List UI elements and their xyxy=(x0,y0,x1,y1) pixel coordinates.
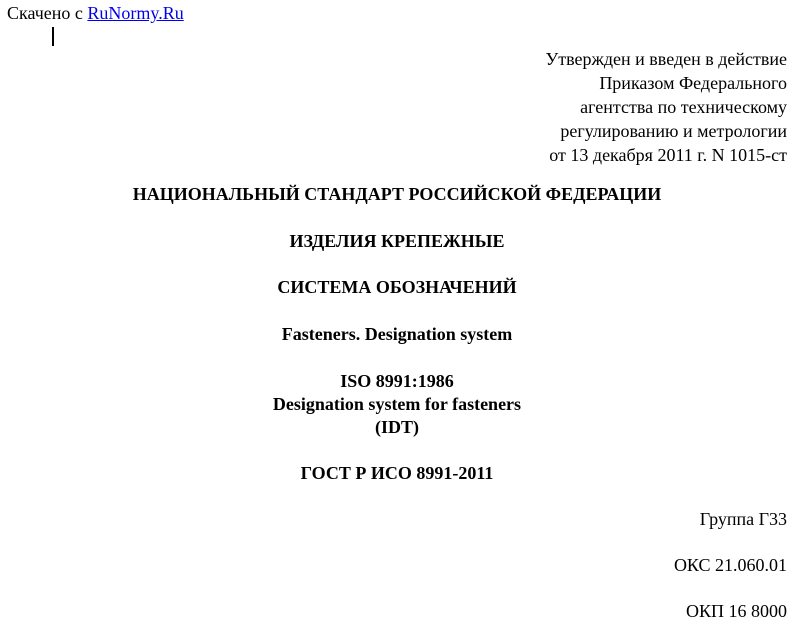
oks-code: ОКС 21.060.01 xyxy=(673,555,787,575)
iso-title: Designation system for fasteners xyxy=(272,394,522,414)
title-en: Fasteners. Designation system xyxy=(281,324,513,344)
runormy-link[interactable]: RuNormy.Ru xyxy=(87,3,184,23)
approval-line: от 13 декабря 2011 г. N 1015-ст xyxy=(549,145,787,165)
gost-number: ГОСТ Р ИСО 8991-2011 xyxy=(300,463,494,483)
approval-block xyxy=(367,47,787,167)
download-source-line xyxy=(7,2,184,24)
title-ru-line-1: ИЗДЕЛИЯ КРЕПЕЖНЫЕ xyxy=(289,231,505,251)
approval-line: Утвержден и введен в действие xyxy=(545,49,787,69)
iso-number: ISO 8991:1986 xyxy=(340,371,454,391)
approval-line: агентства по техническому xyxy=(580,97,787,117)
title-ru-line-2: СИСТЕМА ОБОЗНАЧЕНИЙ xyxy=(277,277,517,297)
text-cursor xyxy=(52,27,54,46)
okp-code: ОКП 16 8000 xyxy=(685,601,787,621)
group-code: Группа Г33 xyxy=(699,509,787,529)
approval-line: регулированию и метрологии xyxy=(560,121,787,141)
standard-heading: НАЦИОНАЛЬНЫЙ СТАНДАРТ РОССИЙСКОЙ ФЕДЕРАЦИИ xyxy=(132,184,662,204)
approval-line: Приказом Федерального xyxy=(599,73,787,93)
download-prefix: Скачено с xyxy=(7,3,88,23)
iso-relation: (IDT) xyxy=(375,417,419,437)
